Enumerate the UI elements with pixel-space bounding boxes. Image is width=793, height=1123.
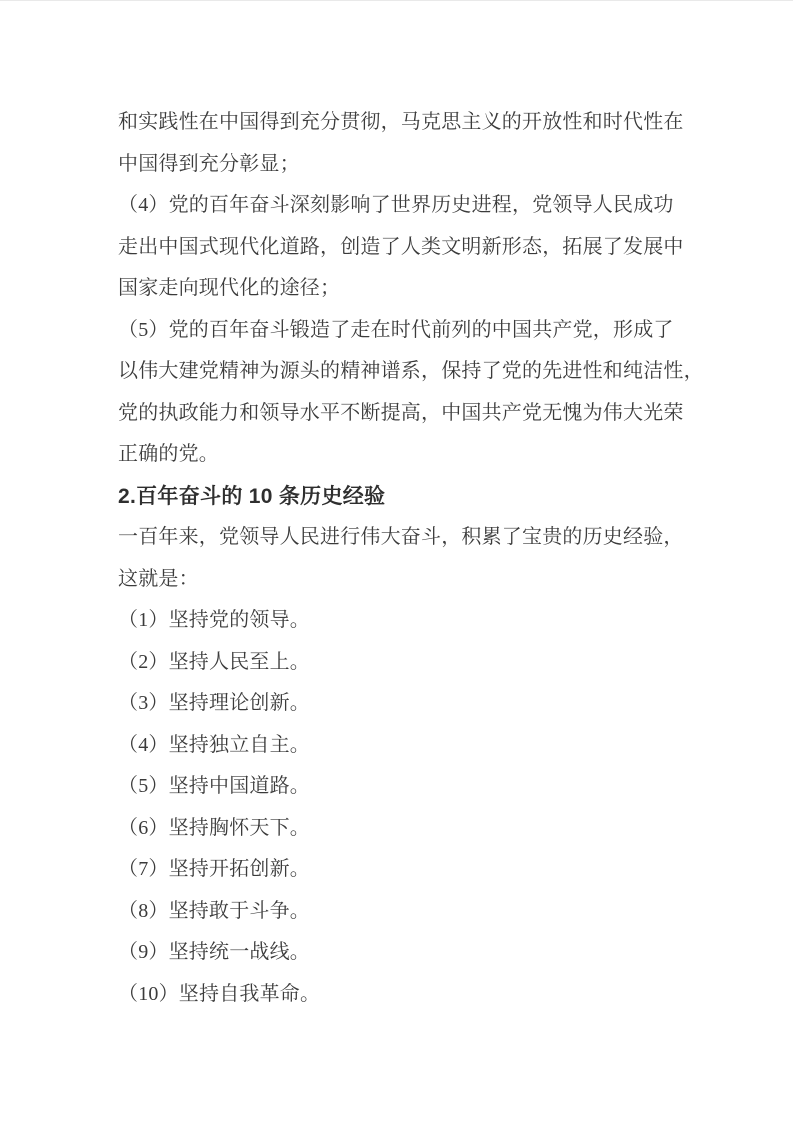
text-line: 党的执政能力和领导水平不断提高，中国共产党无愧为伟大光荣	[118, 401, 684, 424]
text-line: （4）党的百年奋斗深刻影响了世界历史进程，党领导人民成功	[118, 194, 674, 216]
text-line: （2）坚持人民至上。	[118, 650, 310, 673]
text-line: 正确的党。	[118, 443, 219, 465]
text-line: 以伟大建党精神为源头的精神谱系，保持了党的先进性和纯洁性，	[118, 360, 704, 382]
text-line: （8）坚持敢于斗争。	[118, 899, 310, 922]
text-line: 国家走向现代化的途径；	[118, 277, 341, 299]
text-line: （4）坚持独立自主。	[118, 733, 310, 756]
text-line: 一百年来，党领导人民进行伟大奋斗，积累了宝贵的历史经验，	[118, 526, 684, 548]
text-line: 这就是：	[118, 567, 199, 590]
text-line: （5）坚持中国道路。	[118, 775, 310, 797]
section-heading: 2.百年奋斗的 10 条历史经验	[118, 484, 386, 508]
text-line: 中国得到充分彰显；	[118, 152, 300, 175]
document-page	[0, 1, 793, 1123]
text-line: （5）党的百年奋斗锻造了走在时代前列的中国共产党，形成了	[118, 318, 674, 341]
text-line: （10）坚持自我革命。	[118, 982, 321, 1005]
text-line: 和实践性在中国得到充分贯彻，马克思主义的开放性和时代性在	[118, 111, 684, 133]
text-line: （3）坚持理论创新。	[118, 692, 310, 714]
text-line: （7）坚持开拓创新。	[118, 858, 310, 880]
text-line: （6）坚持胸怀天下。	[118, 816, 310, 839]
document-content	[0, 1, 793, 1015]
text-line: （1）坚持党的领导。	[118, 609, 310, 631]
text-line: （9）坚持统一战线。	[118, 941, 310, 963]
text-line: 走出中国式现代化道路，创造了人类文明新形态，拓展了发展中	[118, 235, 684, 258]
